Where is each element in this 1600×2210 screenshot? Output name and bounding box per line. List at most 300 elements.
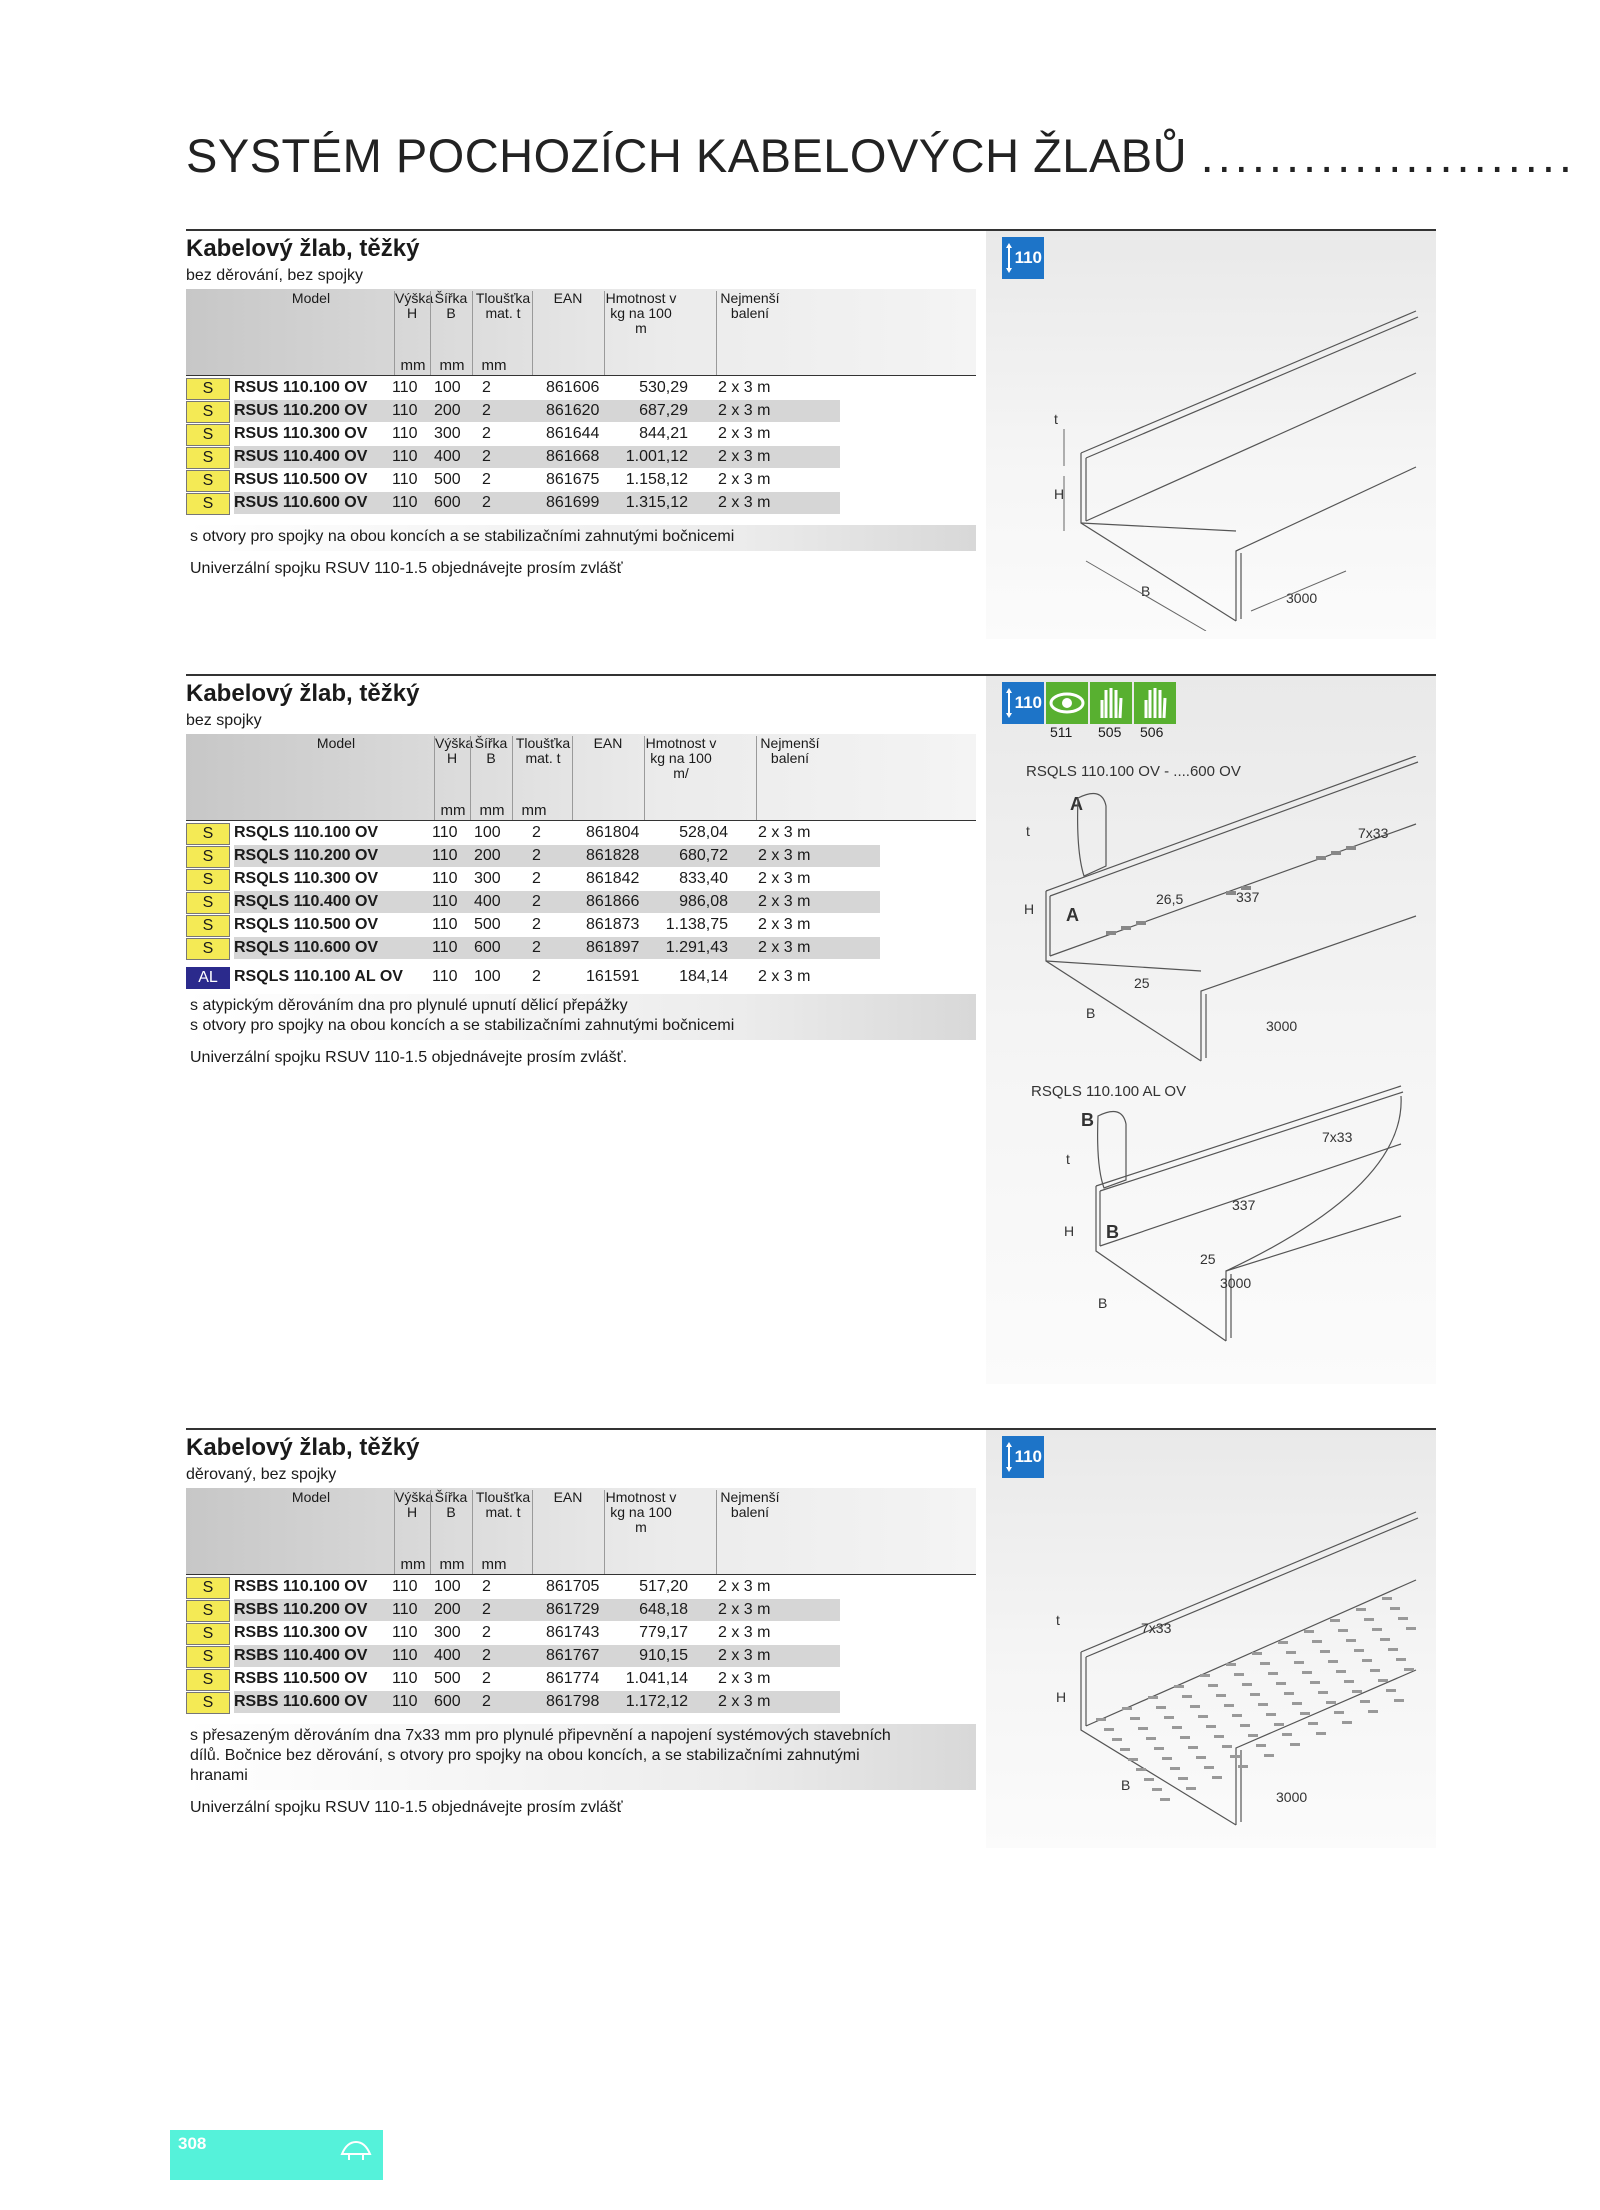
cell-ean: 861675: [546, 471, 600, 488]
table-row: [186, 1691, 976, 1713]
glove-icon-2: [1134, 682, 1176, 724]
perforation-slot: [1274, 1723, 1284, 1726]
page-title: [186, 128, 1576, 183]
dim-length: 3000: [1266, 1018, 1298, 1034]
section-title: Kabelový žlab, těžký: [186, 235, 420, 262]
dim-b: B: [1086, 1005, 1096, 1021]
cell-height: 110: [392, 1670, 418, 1687]
perforation-slot: [1232, 1714, 1242, 1717]
section-title: Kabelový žlab, těžký: [186, 1434, 420, 1461]
col-thickness-label: Tloušťka mat. t: [515, 735, 571, 766]
cell-weight: 530,29: [639, 379, 688, 396]
unit-b: mm: [479, 802, 505, 819]
cell-pack: 2 x 3 m: [718, 1624, 771, 1641]
perforation-slot: [1338, 1629, 1348, 1632]
cell-width: 400: [474, 893, 501, 910]
unit-t: mm: [521, 802, 547, 819]
icon-code-511: 511: [1050, 724, 1073, 740]
perforation-slot: [1388, 1648, 1398, 1651]
cell-model: RSUS 110.300 OV: [234, 425, 368, 442]
perforation-slot: [1224, 1704, 1234, 1707]
cell-pack: 2 x 3 m: [718, 471, 771, 488]
cell-width: 500: [434, 1670, 461, 1687]
perforation-slot: [1364, 1618, 1374, 1621]
dim-25: 25: [1200, 1251, 1216, 1267]
note-band: [186, 994, 976, 1040]
cell-thickness: 2: [532, 968, 541, 985]
cell-weight: 1.138,75: [665, 916, 728, 933]
cell-pack: 2 x 3 m: [758, 893, 811, 910]
icon-code-505: 505: [1098, 724, 1122, 740]
cell-ean: 861743: [546, 1624, 600, 1641]
cell-pack: 2 x 3 m: [758, 870, 811, 887]
perforation-slot: [1356, 1608, 1366, 1611]
dim-t: t: [1066, 1151, 1070, 1167]
cell-model: RSBS 110.200 OV: [234, 1601, 368, 1618]
cell-pack: 2 x 3 m: [718, 425, 771, 442]
dim-b: B: [1121, 1777, 1131, 1793]
table-row: [186, 1599, 976, 1621]
cell-ean: 861798: [546, 1693, 600, 1710]
perforation-slot: [1336, 1670, 1346, 1673]
col-weight-label: Hmotnost v kg na 100 m: [605, 1489, 677, 1535]
perforation-slot: [1268, 1672, 1278, 1675]
cell-thickness: 2: [482, 471, 491, 488]
section-subtitle: bez spojky: [186, 712, 262, 729]
perforation-slot: [1354, 1649, 1364, 1652]
section-title: Kabelový žlab, těžký: [186, 680, 420, 707]
perforation-slot: [1282, 1733, 1292, 1736]
material-badge: S: [186, 1623, 230, 1645]
material-badge: S: [186, 1669, 230, 1691]
cell-model: RSUS 110.100 OV: [234, 379, 368, 396]
cell-ean: 861804: [586, 824, 640, 841]
perforation-slot: [1260, 1662, 1270, 1665]
col-weight-label: Hmotnost v kg na 100 m/: [645, 735, 717, 781]
table-row: [186, 423, 976, 445]
perforation-slot: [1138, 1727, 1148, 1730]
material-badge: S: [186, 846, 230, 868]
perforation-slot: [1362, 1659, 1372, 1662]
cell-ean: 861620: [546, 402, 600, 419]
cell-height: 110: [432, 824, 458, 841]
cell-model: RSBS 110.600 OV: [234, 1693, 368, 1710]
cell-thickness: 2: [482, 379, 491, 396]
cell-ean: 861866: [586, 893, 640, 910]
perforation-slot: [1326, 1701, 1336, 1704]
perforation-slot: [1212, 1776, 1222, 1779]
table-row: [186, 492, 976, 514]
perforation-slot: [1234, 1673, 1244, 1676]
cell-pack: 2 x 3 m: [758, 824, 811, 841]
perforation-slot: [1312, 1640, 1322, 1643]
perforation-slot: [1172, 1726, 1182, 1729]
col-ean: [532, 291, 603, 375]
icon-110-label: 110: [1014, 248, 1042, 267]
cell-width: 600: [434, 1693, 461, 1710]
perforation-slot: [1238, 1765, 1248, 1768]
dim-337: 337: [1236, 889, 1260, 905]
cell-weight: 779,17: [639, 1624, 688, 1641]
perforation-slot: [1256, 1744, 1266, 1747]
col-ean: [532, 1490, 603, 1574]
table-row: [186, 822, 976, 844]
page-footer: [170, 2130, 383, 2180]
material-badge: S: [186, 938, 230, 960]
cell-ean: 861774: [546, 1670, 600, 1687]
perforation-slot: [1390, 1607, 1400, 1610]
perforation-slot: [1136, 1768, 1146, 1771]
perforation-slot: [1122, 1707, 1132, 1710]
perforation-slot: [1190, 1705, 1200, 1708]
cell-thickness: 2: [482, 1601, 491, 1618]
cell-height: 110: [392, 1624, 418, 1641]
table-header: [186, 289, 976, 375]
perforation-slot: [1162, 1757, 1172, 1760]
perforation-slot: [1292, 1702, 1302, 1705]
cell-model: RSUS 110.400 OV: [234, 448, 368, 465]
perforation-slot: [1216, 1694, 1226, 1697]
cell-thickness: 2: [482, 1670, 491, 1687]
cell-width: 500: [474, 916, 501, 933]
col-pack-label: Nejmenší balení: [720, 290, 780, 321]
height-110-icon: [1002, 682, 1044, 724]
material-badge: S: [186, 869, 230, 891]
col-pack: [716, 291, 783, 375]
perforation-slot: [1352, 1690, 1362, 1693]
perforation-slot: [1372, 1628, 1382, 1631]
cell-weight: 648,18: [639, 1601, 688, 1618]
perforation-slot: [1382, 1597, 1392, 1600]
unit-t: mm: [481, 1556, 507, 1573]
cell-width: 100: [434, 379, 461, 396]
unit-h: mm: [400, 1556, 426, 1573]
perforation-slot: [1406, 1627, 1416, 1630]
cell-thickness: 2: [482, 1647, 491, 1664]
perforation-slot: [1308, 1722, 1318, 1725]
material-badge: S: [186, 892, 230, 914]
perforation-slot: [1284, 1692, 1294, 1695]
cell-model: RSUS 110.500 OV: [234, 471, 368, 488]
cell-width: 300: [434, 1624, 461, 1641]
perforation-slot: [1200, 1674, 1210, 1677]
col-height-label: Výška H: [435, 735, 474, 766]
col-pack: [716, 1490, 783, 1574]
cell-height: 110: [432, 847, 458, 864]
col-ean-label: EAN: [553, 1489, 583, 1505]
perforation-slot: [1320, 1650, 1330, 1653]
dim-26-5: 26,5: [1156, 891, 1184, 907]
cell-model: RSBS 110.500 OV: [234, 1670, 368, 1687]
cell-pack: 2 x 3 m: [718, 379, 771, 396]
perforation-slot: [1156, 1706, 1166, 1709]
cell-height: 110: [432, 893, 458, 910]
cell-ean: 861606: [546, 379, 600, 396]
header-rule: [186, 375, 976, 376]
cell-pack: 2 x 3 m: [758, 847, 811, 864]
cell-height: 110: [392, 379, 418, 396]
cell-height: 110: [392, 1578, 418, 1595]
cell-model: RSQLS 110.500 OV: [234, 916, 379, 933]
cell-thickness: 2: [482, 1624, 491, 1641]
perforation-slot: [1144, 1778, 1154, 1781]
detail-a-label: A: [1070, 794, 1083, 814]
note-text-3: hranami: [190, 1767, 248, 1784]
perforation-slot: [1278, 1641, 1288, 1644]
col-width-label: Šířka B: [434, 1489, 468, 1520]
product-drawing-panel: [986, 676, 1436, 1384]
cell-width: 200: [474, 847, 501, 864]
perforation-slot: [1404, 1668, 1414, 1671]
table-row: [186, 914, 976, 936]
cell-height: 110: [392, 494, 418, 511]
cell-ean: 861828: [586, 847, 640, 864]
cell-thickness: 2: [482, 402, 491, 419]
perforation-slot: [1368, 1710, 1378, 1713]
cell-ean: 861897: [586, 939, 640, 956]
cell-model: RSBS 110.300 OV: [234, 1624, 368, 1641]
col-thickness-label: Tloušťka mat. t: [475, 1489, 531, 1520]
perforation-slot: [1294, 1661, 1304, 1664]
perforation-slot: [1300, 1712, 1310, 1715]
cell-model: RSQLS 110.100 AL OV: [234, 968, 403, 985]
cell-width: 600: [474, 939, 501, 956]
dim-slot: 7x33: [1322, 1129, 1353, 1145]
cell-weight: 1.291,43: [665, 939, 728, 956]
perforation-slot: [1170, 1767, 1180, 1770]
cell-height: 110: [432, 916, 458, 933]
perforation-slot: [1248, 1734, 1258, 1737]
cell-width: 100: [474, 824, 501, 841]
detail-b-label: B: [1081, 1110, 1094, 1130]
cell-ean: 861699: [546, 494, 600, 511]
perforation-slot: [1130, 1717, 1140, 1720]
drawing-b-label: RSQLS 110.100 AL OV: [1031, 1083, 1187, 1100]
dim-h: H: [1054, 486, 1065, 502]
cell-weight: 517,20: [639, 1578, 688, 1595]
cell-model: RSUS 110.600 OV: [234, 494, 368, 511]
cell-weight: 910,15: [639, 1647, 688, 1664]
perforation-slot: [1226, 1663, 1236, 1666]
table-row: [186, 377, 976, 399]
cell-width: 400: [434, 448, 461, 465]
cell-weight: 833,40: [679, 870, 728, 887]
dim-25: 25: [1134, 975, 1150, 991]
section-subtitle: děrovaný, bez spojky: [186, 1466, 337, 1483]
tray-drawing-b: [986, 1076, 1436, 1376]
cell-weight: 1.172,12: [625, 1693, 688, 1710]
perforation-slot: [1128, 1758, 1138, 1761]
section-subtitle: bez děrování, bez spojky: [186, 267, 363, 284]
dim-b: B: [1098, 1295, 1108, 1311]
dim-h: H: [1056, 1689, 1067, 1705]
col-width-label: Šířka B: [434, 290, 468, 321]
material-badge: S: [186, 378, 230, 400]
table-header: [186, 734, 976, 820]
material-badge: S: [186, 493, 230, 515]
table-row: [186, 1668, 976, 1690]
table-row: [186, 1576, 976, 1598]
table-row: [186, 845, 976, 867]
perforation-slot: [1396, 1658, 1406, 1661]
col-weight: [604, 1490, 677, 1574]
page-title-text: SYSTÉM POCHOZÍCH KABELOVÝCH ŽLABŮ: [186, 129, 1188, 182]
note-text: s přesazeným děrováním dna 7x33 mm pro plynulé připevnění a napojení systémových stavebních: [190, 1727, 891, 1744]
material-badge: S: [186, 1692, 230, 1714]
col-width-label: Šířka B: [474, 735, 508, 766]
coupling-note: Univerzální spojku RSUV 110-1.5 objednávejte prosím zvlášť: [190, 560, 623, 577]
tray-drawing: [986, 1430, 1436, 1840]
perforation-slot: [1266, 1713, 1276, 1716]
col-model: Model: [291, 1489, 331, 1505]
perforation-slot: [1174, 1685, 1184, 1688]
table-row: [186, 446, 976, 468]
material-badge: S: [186, 915, 230, 937]
perforation-slot: [1186, 1787, 1196, 1790]
cell-ean: 861705: [546, 1578, 600, 1595]
cell-pack: 2 x 3 m: [718, 494, 771, 511]
unit-b: mm: [439, 1556, 465, 1573]
cell-width: 300: [434, 425, 461, 442]
cell-height: 110: [392, 425, 418, 442]
perforation-slot: [1316, 1732, 1326, 1735]
cell-model: RSUS 110.200 OV: [234, 402, 368, 419]
unit-b: mm: [439, 357, 465, 374]
perforation-slot: [1188, 1746, 1198, 1749]
perforation-slot: [1148, 1696, 1158, 1699]
perforation-slot: [1264, 1754, 1274, 1757]
note-text-2: s otvory pro spojky na obou koncích a se stabilizačními zahnutými bočnicemi: [190, 1017, 735, 1034]
cell-width: 600: [434, 494, 461, 511]
col-pack-label: Nejmenší balení: [720, 1489, 780, 1520]
page-title-dots: ......................: [1200, 129, 1576, 182]
detail-a-marker: A: [1066, 905, 1079, 925]
cell-weight: 986,08: [679, 893, 728, 910]
col-weight: [604, 291, 677, 375]
cell-height: 110: [392, 402, 418, 419]
perforation-slot: [1346, 1639, 1356, 1642]
col-weight-label: Hmotnost v kg na 100 m: [605, 290, 677, 336]
col-ean: [572, 736, 643, 820]
perforation-slot: [1398, 1617, 1408, 1620]
perforation-slot: [1330, 1619, 1340, 1622]
col-pack-label: Nejmenší balení: [760, 735, 820, 766]
perforation-slot: [1378, 1679, 1388, 1682]
table-row: [186, 937, 976, 959]
material-badge: S: [186, 401, 230, 423]
coupling-note: Univerzální spojku RSUV 110-1.5 objednávejte prosím zvlášť: [190, 1799, 623, 1816]
cell-pack: 2 x 3 m: [758, 968, 811, 985]
cell-pack: 2 x 3 m: [718, 1693, 771, 1710]
cell-width: 100: [474, 968, 501, 985]
cell-ean: 861668: [546, 448, 600, 465]
perforation-slot: [1112, 1738, 1122, 1741]
section-rsus: [186, 229, 1436, 639]
cell-ean: 861767: [546, 1647, 600, 1664]
page-number: 308: [178, 2134, 207, 2153]
perforation-slot: [1302, 1671, 1312, 1674]
table-row: [186, 966, 976, 988]
cell-weight: 1.315,12: [625, 494, 688, 511]
dim-t: t: [1026, 823, 1030, 839]
cell-thickness: 2: [482, 1578, 491, 1595]
perforation-slot: [1182, 1695, 1192, 1698]
perforation-slot: [1204, 1766, 1214, 1769]
note-text: s atypickým děrováním dna pro plynulé upnutí dělicí přepážky: [190, 997, 628, 1014]
perforation-slot: [1386, 1689, 1396, 1692]
perforation-slot: [1290, 1743, 1300, 1746]
note-band: [186, 1724, 976, 1790]
perforation-slot: [1120, 1748, 1130, 1751]
perforation-slot: [1146, 1737, 1156, 1740]
tray-logo-icon: [339, 2138, 373, 2162]
perforation-slot: [1394, 1699, 1404, 1702]
perforation-slot: [1250, 1693, 1260, 1696]
glove-icon: [1090, 682, 1132, 724]
cell-thickness: 2: [532, 893, 541, 910]
icon-110-label: 110: [1014, 1447, 1042, 1466]
dim-h: H: [1024, 901, 1035, 917]
cell-weight: 1.041,14: [625, 1670, 688, 1687]
cell-ean: 861873: [586, 916, 640, 933]
material-badge: AL: [186, 967, 230, 989]
header-rule: [186, 820, 976, 821]
dim-b: B: [1141, 583, 1151, 599]
table-row: [186, 469, 976, 491]
cell-thickness: 2: [482, 1693, 491, 1710]
header-rule: [186, 1574, 976, 1575]
perforation-slot: [1276, 1682, 1286, 1685]
perforation-slot: [1160, 1798, 1170, 1801]
unit-t: mm: [481, 357, 507, 374]
dim-length: 3000: [1286, 590, 1318, 606]
dim-t: t: [1054, 411, 1058, 427]
cell-thickness: 2: [482, 448, 491, 465]
cell-thickness: 2: [532, 870, 541, 887]
cell-weight: 528,04: [679, 824, 728, 841]
cell-width: 300: [474, 870, 501, 887]
cell-weight: 687,29: [639, 402, 688, 419]
perforation-slot: [1252, 1652, 1262, 1655]
col-thickness-label: Tloušťka mat. t: [475, 290, 531, 321]
tray-drawing-a: [986, 756, 1436, 1076]
perforation-slot: [1344, 1680, 1354, 1683]
cell-height: 110: [392, 1647, 418, 1664]
cell-width: 500: [434, 471, 461, 488]
cell-model: RSQLS 110.300 OV: [234, 870, 379, 887]
perforation-slot: [1214, 1735, 1224, 1738]
cell-thickness: 2: [532, 939, 541, 956]
cell-height: 110: [392, 448, 418, 465]
dim-length: 3000: [1276, 1789, 1308, 1805]
cell-ean: 861842: [586, 870, 640, 887]
cell-thickness: 2: [532, 824, 541, 841]
table-row: [186, 891, 976, 913]
section-rsbs: [186, 1428, 1436, 1848]
perforation-slot: [1154, 1747, 1164, 1750]
cell-height: 110: [432, 870, 458, 887]
cell-pack: 2 x 3 m: [718, 1601, 771, 1618]
cell-pack: 2 x 3 m: [718, 1670, 771, 1687]
cell-model: RSBS 110.100 OV: [234, 1578, 368, 1595]
cell-thickness: 2: [482, 425, 491, 442]
cell-pack: 2 x 3 m: [718, 402, 771, 419]
dim-slot: 7x33: [1141, 1620, 1172, 1636]
perforation-slot: [1180, 1736, 1190, 1739]
perforation-slot: [1360, 1700, 1370, 1703]
perforation-slot: [1304, 1630, 1314, 1633]
perforation-slot: [1198, 1715, 1208, 1718]
